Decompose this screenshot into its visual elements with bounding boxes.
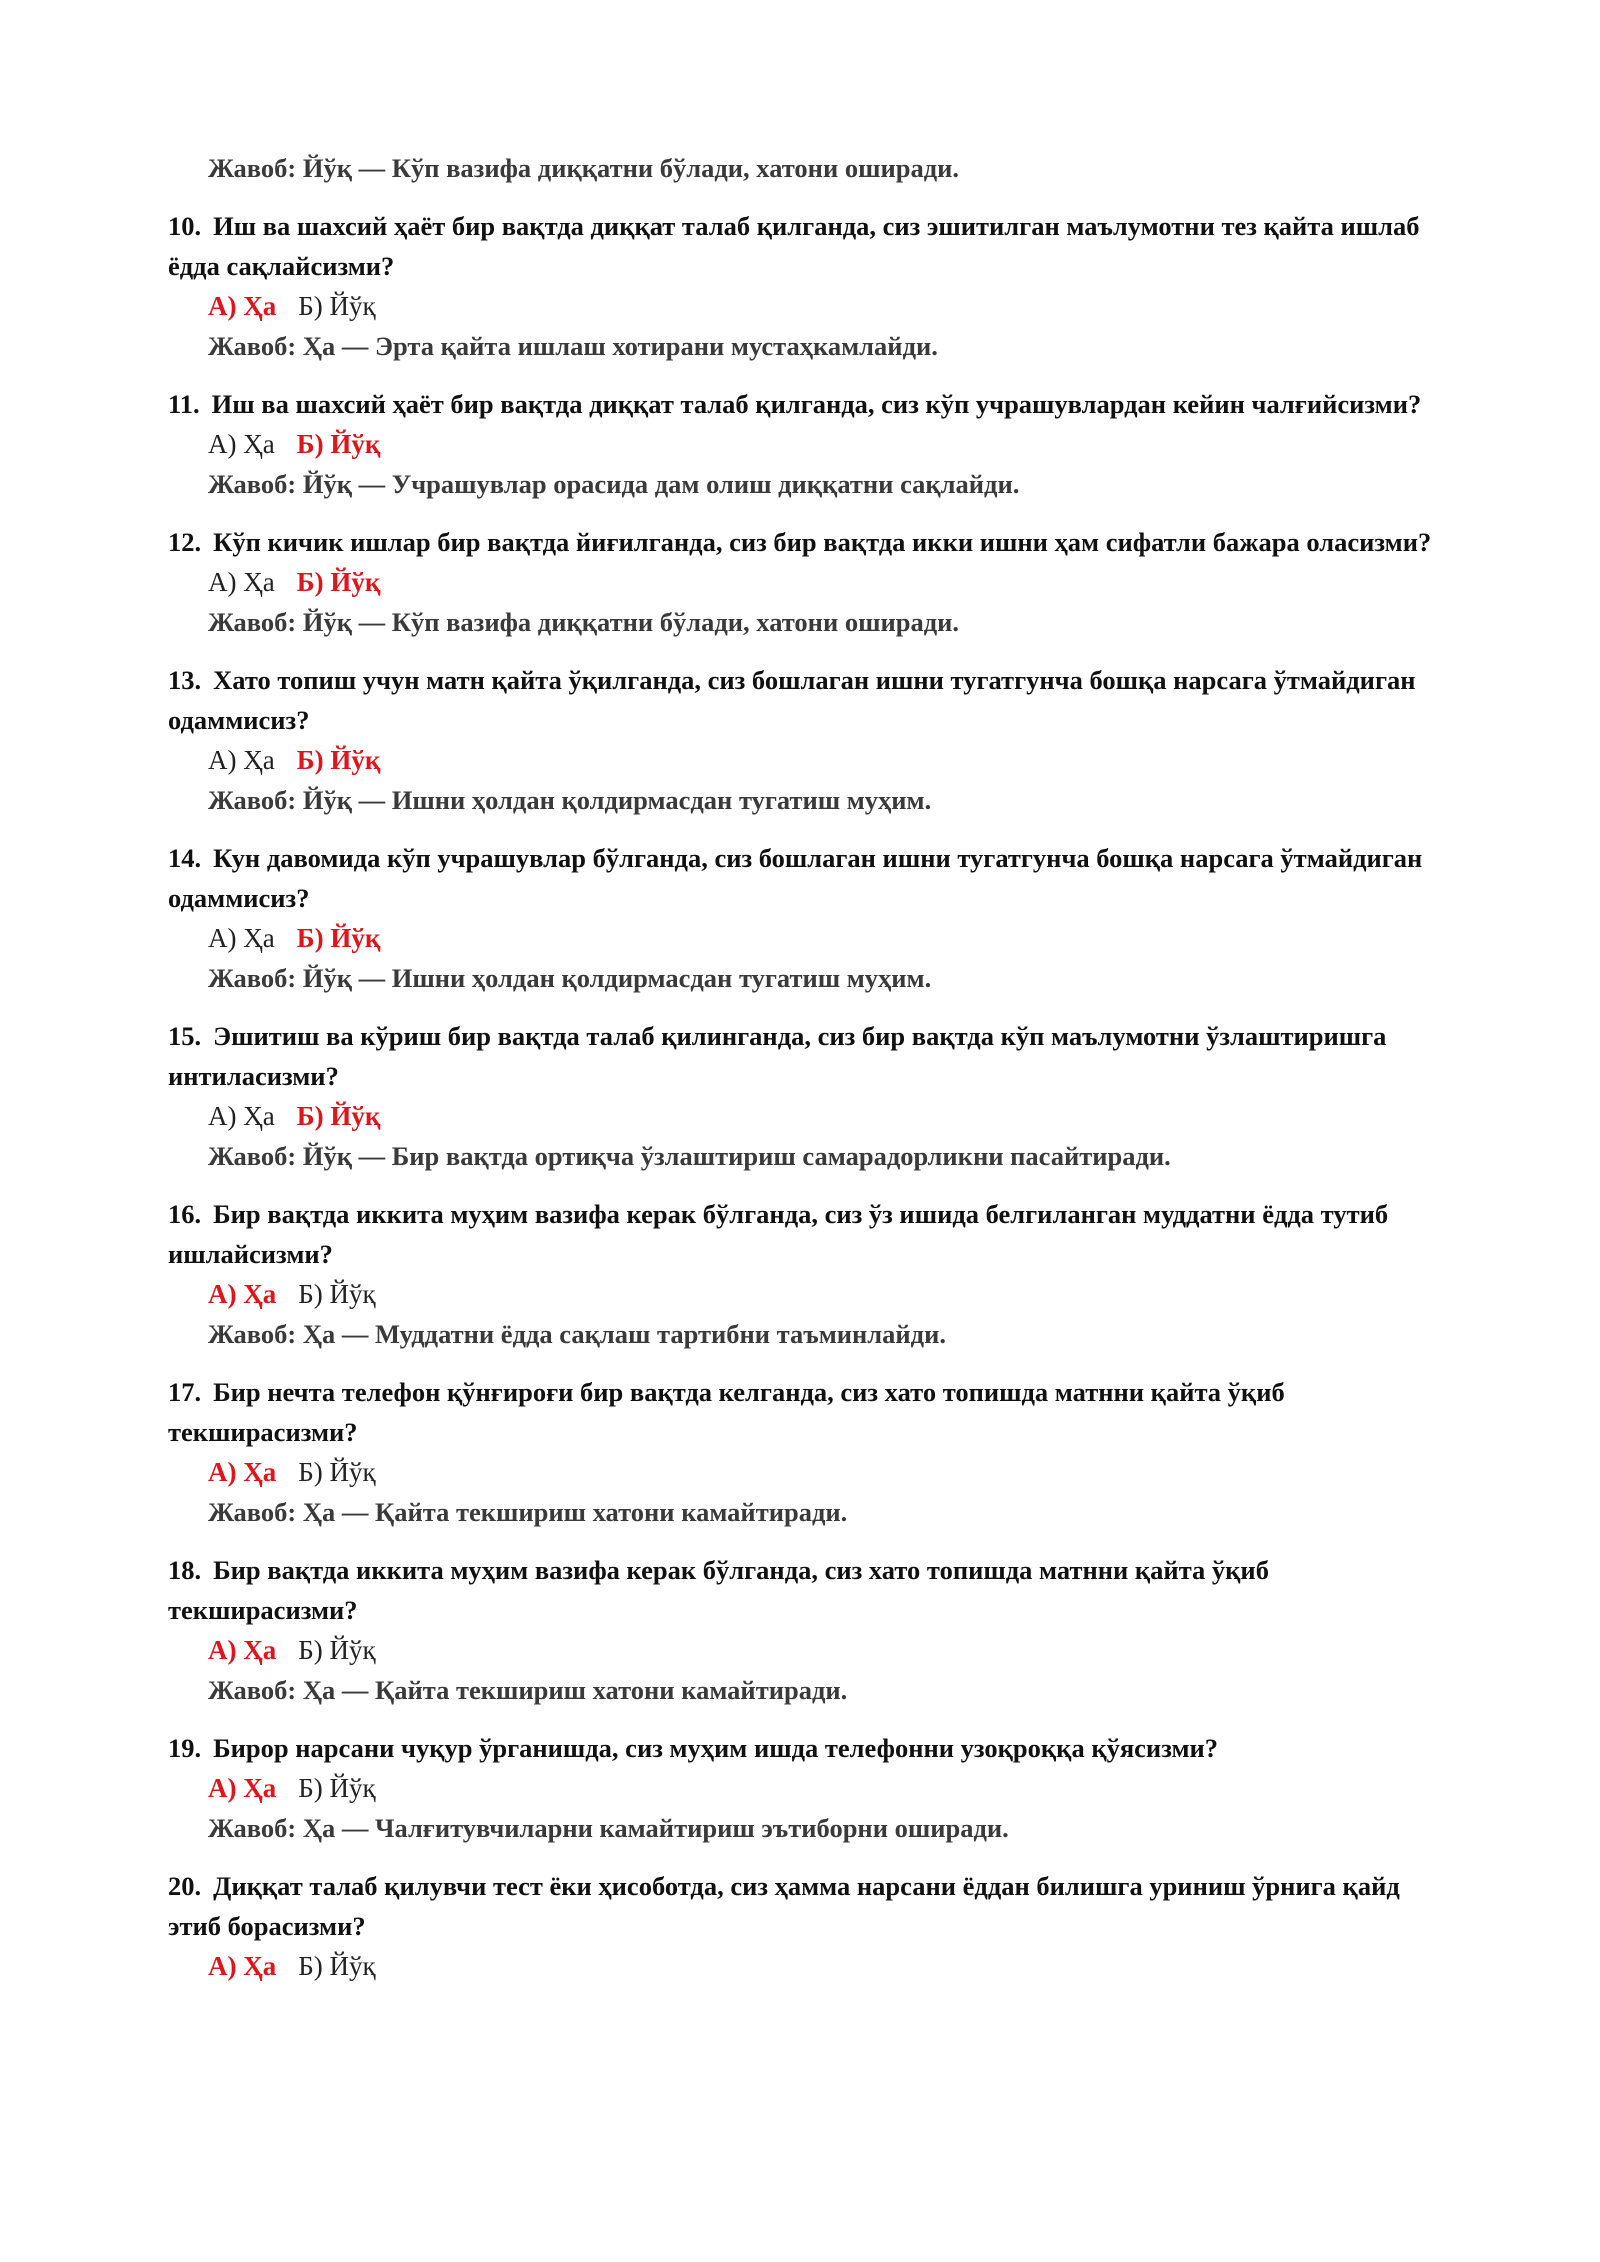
question-item (168, 660, 1458, 820)
question-body: Бир вақтда иккита муҳим вазифа керак бўлганда, сиз ўз ишида белгиланган муддатни ёдда тутиб ишлайсизми? (168, 1199, 1389, 1269)
question-item (168, 1194, 1458, 1354)
question-item (168, 1372, 1458, 1532)
question-number: 11. (168, 389, 200, 419)
question-text (168, 206, 1458, 286)
question-body: Бир нечта телефон қўнғироғи бир вақтда келганда, сиз хато топишда матнни қайта ўқиб текширасизми? (168, 1377, 1285, 1447)
option-b: Б) Йўқ (298, 291, 376, 321)
question-body: Эшитиш ва кўриш бир вақтда талаб қилинганда, сиз бир вақтда кўп маълумотни ўзлаштиришга интиласизми? (168, 1021, 1387, 1091)
question-number: 20. (168, 1871, 202, 1901)
question-body: Бирор нарсани чуқур ўрганишда, сиз муҳим ишда телефонни узоқроққа қўясизми? (213, 1733, 1219, 1763)
answer-explanation: Жавоб: Йўқ — Ишни ҳолдан қолдирмасдан тугатиш муҳим. (208, 963, 932, 993)
answer-explanation: Жавоб: Йўқ — Учрашувлар орасида дам олиш диққатни сақлайди. (208, 469, 1020, 499)
question-body: Хато топиш учун матн қайта ўқилганда, сиз бошлаган ишни тугатгунча бошқа нарсага ўтмайдиган одаммисиз? (168, 665, 1416, 735)
answer-options (208, 1274, 1458, 1314)
answer-explanation: Жавоб: Ҳа — Қайта текшириш хатони камайтиради. (208, 1675, 848, 1705)
question-item (168, 1016, 1458, 1176)
option-b: Б) Йўқ (296, 1101, 381, 1131)
option-b: Б) Йўқ (298, 1773, 376, 1803)
answer-options (208, 918, 1458, 958)
question-text (168, 1372, 1458, 1452)
question-body: Иш ва шахсий ҳаёт бир вақтда диққат талаб қилганда, сиз кўп учрашувлардан кейин чалғийсизми? (211, 389, 1422, 419)
question-item (168, 1550, 1458, 1710)
question-number: 10. (168, 211, 202, 241)
option-b: Б) Йўқ (298, 1951, 376, 1981)
question-body: Кун давомида кўп учрашувлар бўлганда, сиз бошлаган ишни тугатгунча бошқа нарсага ўтмайдиган одаммисиз? (168, 843, 1423, 913)
answer-options (208, 1096, 1458, 1136)
answer-options (208, 1768, 1458, 1808)
question-number: 13. (168, 665, 202, 695)
question-item (168, 384, 1458, 504)
option-a: А) Ҳа (208, 1635, 277, 1665)
answer-options (208, 1452, 1458, 1492)
answer-options (208, 1946, 1458, 1986)
option-a: А) Ҳа (208, 1279, 277, 1309)
option-a: А) Ҳа (208, 429, 275, 459)
option-b: Б) Йўқ (298, 1635, 376, 1665)
answer-options (208, 1630, 1458, 1670)
answer-explanation: Жавоб: Ҳа — Муддатни ёдда сақлаш тартибни таъминлайди. (208, 1319, 946, 1349)
question-body: Бир вақтда иккита муҳим вазифа керак бўлганда, сиз хато топишда матнни қайта ўқиб текширасизми? (168, 1555, 1269, 1625)
question-body: Иш ва шахсий ҳаёт бир вақтда диққат талаб қилганда, сиз эшитилган маълумотни тез қайта ишлаб ёдда сақлайсизми? (168, 211, 1420, 281)
question-item (168, 838, 1458, 998)
question-text (168, 838, 1458, 918)
question-text (168, 1016, 1458, 1096)
option-b: Б) Йўқ (296, 923, 381, 953)
option-a: А) Ҳа (208, 291, 277, 321)
question-text (168, 1194, 1458, 1274)
question-number: 18. (168, 1555, 202, 1585)
question-number: 14. (168, 843, 202, 873)
question-number: 12. (168, 527, 202, 557)
option-a: А) Ҳа (208, 567, 275, 597)
option-a: А) Ҳа (208, 1101, 275, 1131)
answer-options (208, 740, 1458, 780)
question-item (168, 1728, 1458, 1848)
answer-explanation: Жавоб: Йўқ — Кўп вазифа диққатни бўлади, хатони оширади. (208, 607, 960, 637)
option-a: А) Ҳа (208, 923, 275, 953)
question-text (168, 1866, 1458, 1946)
question-text (168, 522, 1458, 562)
question-item (168, 1866, 1458, 1986)
question-body: Диққат талаб қилувчи тест ёки ҳисоботда, сиз ҳамма нарсани ёддан билишга уриниш ўрнига қайд этиб борасизми? (168, 1871, 1400, 1941)
answer-line-previous: Жавоб: Йўқ — Кўп вазифа диққатни бўлади, хатони оширади. (208, 153, 960, 183)
option-a: А) Ҳа (208, 1457, 277, 1487)
answer-explanation: Жавоб: Ҳа — Эрта қайта ишлаш хотирани мустаҳкамлайди. (208, 331, 938, 361)
question-body: Кўп кичик ишлар бир вақтда йиғилганда, сиз бир вақтда икки ишни ҳам сифатли бажара оласизми? (213, 527, 1432, 557)
option-b: Б) Йўқ (296, 567, 381, 597)
option-a: А) Ҳа (208, 1773, 277, 1803)
question-item (168, 206, 1458, 366)
option-b: Б) Йўқ (296, 745, 381, 775)
option-a: А) Ҳа (208, 1951, 277, 1981)
question-number: 16. (168, 1199, 202, 1229)
question-list (168, 206, 1458, 1986)
option-a: А) Ҳа (208, 745, 275, 775)
answer-options (208, 286, 1458, 326)
answer-explanation: Жавоб: Ҳа — Чалғитувчиларни камайтириш эътиборни оширади. (208, 1813, 1009, 1843)
answer-explanation: Жавоб: Йўқ — Ишни ҳолдан қолдирмасдан тугатиш муҳим. (208, 785, 932, 815)
question-number: 15. (168, 1021, 202, 1051)
question-text (168, 384, 1458, 424)
option-b: Б) Йўқ (298, 1457, 376, 1487)
answer-options (208, 424, 1458, 464)
answer-options (208, 562, 1458, 602)
question-text (168, 1550, 1458, 1630)
question-text (168, 1728, 1458, 1768)
question-number: 19. (168, 1733, 202, 1763)
answer-explanation: Жавоб: Ҳа — Қайта текшириш хатони камайтиради. (208, 1497, 848, 1527)
question-text (168, 660, 1458, 740)
document-page (168, 148, 1458, 1986)
option-b: Б) Йўқ (296, 429, 381, 459)
question-item (168, 522, 1458, 642)
option-b: Б) Йўқ (298, 1279, 376, 1309)
question-number: 17. (168, 1377, 202, 1407)
answer-explanation: Жавоб: Йўқ — Бир вақтда ортиқча ўзлаштириш самарадорликни пасайтиради. (208, 1141, 1171, 1171)
